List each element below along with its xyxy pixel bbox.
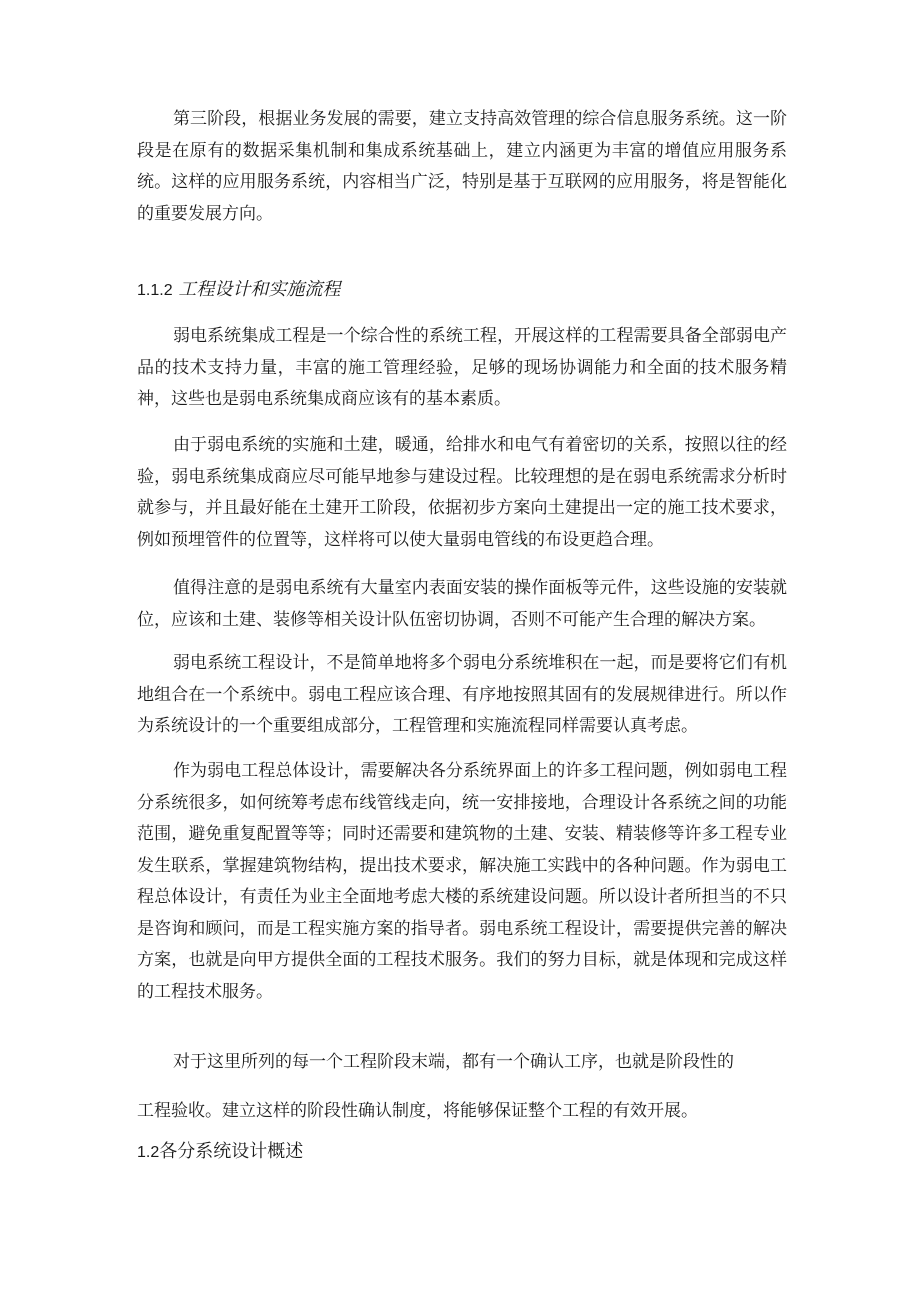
paragraph-panel-installation: 值得注意的是弱电系统有大量室内表面安装的操作面板等元件，这些设施的安装就位，应该和土建、装修等相关设计队伍密切协调，否则不可能产生合理的解决方案。 [137,578,787,630]
paragraph-system-design: 弱电系统工程设计，不是简单地将多个弱电分系统堆积在一起，而是要将它们有机地组合在一个系统中。弱电工程应该合理、有序地按照其固有的发展规律进行。所以作为系统设计的一个重要组成部分，工程管理和实施流程同样需要认真考虑。 [137,653,787,736]
section-heading-1-2 [137,1139,303,1166]
paragraph-stage-three: 第三阶段，根据业务发展的需要，建立支持高效管理的综合信息服务系统。这一阶段是在原有的数据采集机制和集成系统基础上，建立内涵更为丰富的增值应用服务系统。这样的应用服务系统，内容相当广泛，特别是基于互联网的应用服务，将是智能化的重要发展方向。 [137,109,787,224]
paragraph-overall-design: 作为弱电工程总体设计，需要解决各分系统界面上的许多工程问题，例如弱电工程分系统很多，如何统筹考虑布线管线走向，统一安排接地，合理设计各系统之间的功能范围，避免重复配置等等；同时还需要和建筑物的土建、安装、精装修等许多工程专业发生联系，掌握建筑物结构，提出技术要求，解决施工实践中的各种问题。作为弱电工程总体设计，有责任为业主全面地考虑大楼的系统建设问题。所以设计者所担当的不只是咨询和顾问，而是工程实施方案的指导者。弱电系统工程设计，需要提供完善的解决方案，也就是向甲方提供全面的工程技术服务。我们的努力目标，就是体现和完成这样的工程技术服务。 [137,761,787,1002]
paragraph-stage-acceptance: 对于这里所列的每一个工程阶段末端，都有一个确认工序，也就是阶段性的 [173,1052,734,1072]
section-title: 工程设计和实施流程 [178,279,341,300]
section-title: 各分系统设计概述 [159,1141,304,1162]
paragraph-integration-overview: 弱电系统集成工程是一个综合性的系统工程，开展这样的工程需要具备全部弱电产品的技术支持力量，丰富的施工管理经验，足够的现场协调能力和全面的技术服务精神，这些也是弱电系统集成商应该有的基本素质。 [137,326,787,409]
paragraph-early-involvement: 由于弱电系统的实施和土建，暖通，给排水和电气有着密切的关系，按照以往的经验，弱电系统集成商应尽可能早地参与建设过程。比较理想的是在弱电系统需求分析时就参与，并且最好能在土建开工阶段，依据初步方案向土建提出一定的施工技术要求，例如预埋管件的位置等，这样将可以使大量弱电管线的布设更趋合理。 [137,435,787,550]
section-number: 1.1.2 [137,282,173,299]
paragraph-acceptance-continued: 工程验收。建立这样的阶段性确认制度，将能够保证整个工程的有效开展。 [137,1101,698,1121]
section-number: 1.2 [137,1144,160,1161]
section-heading-1-1-2 [137,277,340,304]
